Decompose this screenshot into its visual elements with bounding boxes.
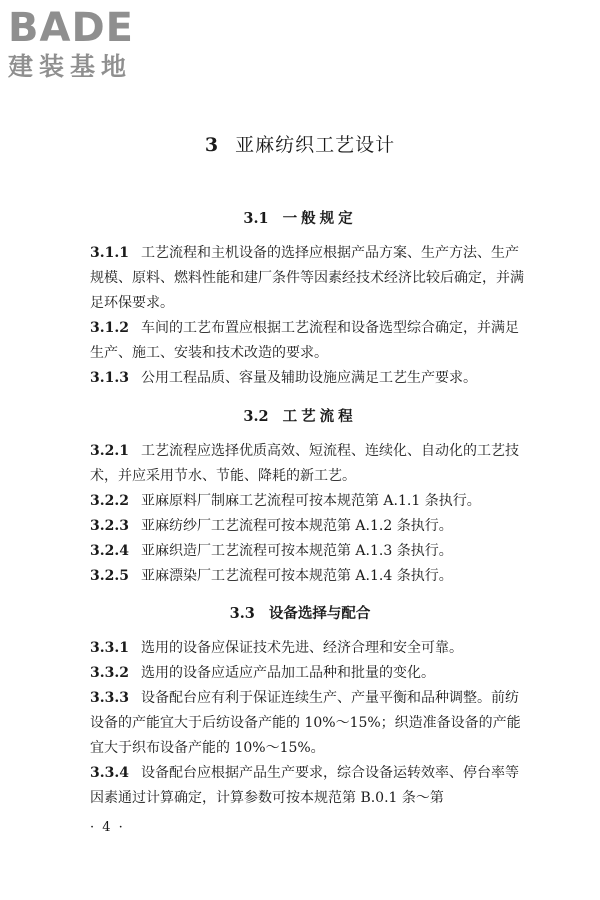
section-heading: 工艺流程 bbox=[282, 408, 357, 425]
clause bbox=[90, 489, 530, 514]
clause-number: 3.3.4 bbox=[90, 765, 129, 781]
clause-text: 设备配台应根据产品生产要求，综合设备运转效率、停台率等因素通过计算确定，计算参数可按本规范第 B.0.1 条～第 bbox=[90, 765, 519, 806]
clause-number: 3.2.1 bbox=[90, 443, 129, 459]
clause-text: 亚麻纺纱厂工艺流程可按本规范第 A.1.2 条执行。 bbox=[140, 518, 453, 534]
clause-text: 选用的设备应保证技术先进、经济合理和安全可靠。 bbox=[140, 640, 463, 656]
clause-number: 3.2.5 bbox=[90, 568, 129, 584]
clause-text: 工艺流程和主机设备的选择应根据产品方案、生产方法、生产规模、原料、燃料性能和建厂条件等因素经技术经济比较后确定，并满足环保要求。 bbox=[90, 245, 524, 311]
clause-text: 公用工程品质、容量及辅助设施应满足工艺生产要求。 bbox=[140, 370, 477, 386]
clause bbox=[90, 514, 530, 539]
clause-number: 3.3.1 bbox=[90, 640, 129, 656]
chapter-number: 3 bbox=[204, 134, 220, 156]
clause bbox=[90, 366, 530, 391]
clause-text: 车间的工艺布置应根据工艺流程和设备选型综合确定，并满足生产、施工、安装和技术改造的要求。 bbox=[90, 320, 519, 361]
clause-number: 3.3.3 bbox=[90, 690, 129, 706]
section-number: 3.2 bbox=[243, 408, 269, 425]
clause bbox=[90, 686, 530, 761]
clause-number: 3.1.2 bbox=[90, 320, 129, 336]
bade-logo bbox=[8, 6, 178, 82]
clause-text: 设备配台应有利于保证连续生产、产量平衡和品种调整。前纺设备的产能宜大于后纺设备产能的 10%～15%；织造准备设备的产能宜大于织布设备产能的 10%～15%。 bbox=[90, 690, 521, 756]
clause bbox=[90, 439, 530, 489]
page-number: · 4 · bbox=[90, 820, 125, 835]
clause bbox=[90, 661, 530, 686]
clause-number: 3.2.2 bbox=[90, 493, 129, 509]
clause-text: 亚麻织造厂工艺流程可按本规范第 A.1.3 条执行。 bbox=[140, 543, 453, 559]
section-title bbox=[0, 602, 600, 623]
clause-number: 3.1.3 bbox=[90, 370, 129, 386]
clause bbox=[90, 761, 530, 811]
clause-number: 3.2.4 bbox=[90, 543, 129, 559]
clause bbox=[90, 564, 530, 589]
section-number: 3.3 bbox=[229, 605, 255, 622]
clause-number: 3.3.2 bbox=[90, 665, 129, 681]
section-title bbox=[0, 405, 600, 426]
clause-text: 亚麻原料厂制麻工艺流程可按本规范第 A.1.1 条执行。 bbox=[140, 493, 481, 509]
clause-text: 工艺流程应选择优质高效、短流程、连续化、自动化的工艺技术，并应采用节水、节能、降耗的新工艺。 bbox=[90, 443, 519, 484]
clause bbox=[90, 316, 530, 366]
section-heading: 设备选择与配合 bbox=[268, 605, 371, 622]
section-title bbox=[0, 207, 600, 228]
section-number: 3.1 bbox=[243, 210, 269, 227]
logo-subtitle: 建装基地 bbox=[8, 52, 133, 81]
clause bbox=[90, 241, 530, 316]
clause-number: 3.1.1 bbox=[90, 245, 129, 261]
chapter-heading: 亚麻纺织工艺设计 bbox=[235, 134, 396, 156]
clause bbox=[90, 539, 530, 564]
clause-text: 选用的设备应适应产品加工品种和批量的变化。 bbox=[140, 665, 435, 681]
clause bbox=[90, 636, 530, 661]
clause-number: 3.2.3 bbox=[90, 518, 129, 534]
section-heading: 一般规定 bbox=[282, 210, 357, 227]
clause-text: 亚麻漂染厂工艺流程可按本规范第 A.1.4 条执行。 bbox=[140, 568, 453, 584]
chapter-title bbox=[0, 130, 600, 157]
logo-mark: BADE bbox=[8, 5, 134, 51]
